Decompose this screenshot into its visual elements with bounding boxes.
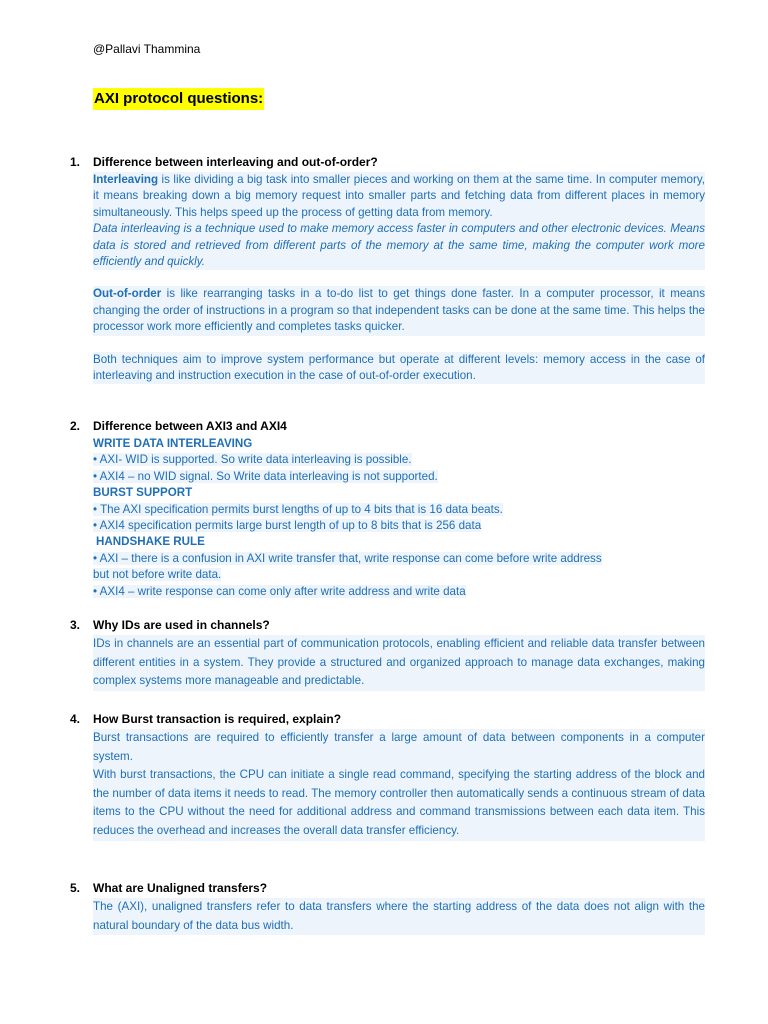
question-number: 1.: [70, 155, 81, 169]
question-3: [70, 617, 710, 691]
question-text: Difference between interleaving and out-of-order?: [93, 155, 378, 169]
section-label: WRITE DATA INTERLEAVING: [93, 437, 253, 450]
question-5-heading: [70, 880, 710, 896]
question-4: [70, 711, 710, 841]
question-number: 2.: [70, 419, 81, 433]
term-interleaving: Interleaving: [93, 173, 159, 186]
answer-text: is like rearranging tasks in a to-do list to get things done faster. In a computer processor, it means changing the order of instructions in a program so that independent tasks can be done at the same time. This helps the processor work more efficiently and completes tasks quicker.: [93, 287, 705, 334]
question-1-heading: [70, 154, 710, 170]
bullet-item: • The AXI specification permits burst lengths of up to 4 bits that is 16 data beats.: [93, 502, 503, 516]
answer-paragraph: With burst transactions, the CPU can initiate a single read command, specifying the starting address of the block and the number of data items it needs to read. The memory controller then automatically sends a continuous stream of data items to the CPU without the need for additional address and command transmissions between each data item. This reduces the overhead and increases the overall data transfer efficiency.: [93, 766, 705, 840]
document-title: AXI protocol questions:: [93, 88, 264, 110]
question-1: [70, 154, 710, 384]
answer-paragraph: The (AXI), unaligned transfers refer to data transfers where the starting address of the data does not align with the natural boundary of the data bus width.: [93, 898, 705, 935]
bullet-item-continuation: but not before write data.: [93, 568, 222, 582]
question-text: Why IDs are used in channels?: [93, 618, 270, 632]
question-2: [70, 418, 710, 600]
section-label: HANDSHAKE RULE: [96, 535, 205, 549]
answer-paragraph-italic: Data interleaving is a technique used to make memory access faster in computers and other electronic devices. Means data is stored and retrieved from different parts of the memory at the same time, making the computer work more efficiently and quickly.: [93, 221, 705, 270]
question-5: [70, 880, 710, 935]
bullet-item: • AXI – there is a confusion in AXI write transfer that, write response can come before write address: [93, 551, 602, 565]
section-label: BURST SUPPORT: [93, 486, 193, 500]
question-2-heading: [70, 418, 710, 434]
question-number: 4.: [70, 712, 81, 726]
question-text: How Burst transaction is required, explain?: [93, 712, 342, 726]
question-4-heading: [70, 711, 710, 727]
bullet-item: • AXI4 – no WID signal. So Write data interleaving is not supported.: [93, 469, 438, 483]
question-text: Difference between AXI3 and AXI4: [93, 419, 287, 433]
question-text: What are Unaligned transfers?: [93, 881, 268, 895]
question-number: 3.: [70, 618, 81, 632]
term-out-of-order: Out-of-order: [93, 287, 162, 301]
answer-paragraph: [93, 286, 705, 335]
author-name: @Pallavi Thammina: [93, 42, 201, 56]
answer-text: is like dividing a big task into smaller pieces and working on them at the same time. In computer memory, it means breaking down a big memory request into smaller parts and fetching data from different places in memory simultaneously. This helps speed up the process of getting data from memory.: [93, 173, 705, 219]
answer-paragraph: [93, 172, 705, 221]
question-3-heading: [70, 617, 710, 633]
bullet-item: • AXI- WID is supported. So write data interleaving is possible.: [93, 453, 412, 467]
answer-paragraph: IDs in channels are an essential part of communication protocols, enabling efficient and reliable data transfer between different entities in a system. They provide a structured and organized approach to manage data exchanges, making complex systems more manageable and predictable.: [93, 635, 705, 691]
answer-paragraph: Both techniques aim to improve system performance but operate at different levels: memory access in the case of interleaving and instruction execution in the case of out-of-order execution.: [93, 352, 705, 385]
question-number: 5.: [70, 881, 81, 895]
bullet-item: • AXI4 – write response can come only after write address and write data: [93, 584, 466, 598]
answer-paragraph: Burst transactions are required to efficiently transfer a large amount of data between components in a computer system.: [93, 729, 705, 766]
bullet-item: • AXI4 specification permits large burst length of up to 8 bits that is 256 data: [93, 519, 482, 533]
